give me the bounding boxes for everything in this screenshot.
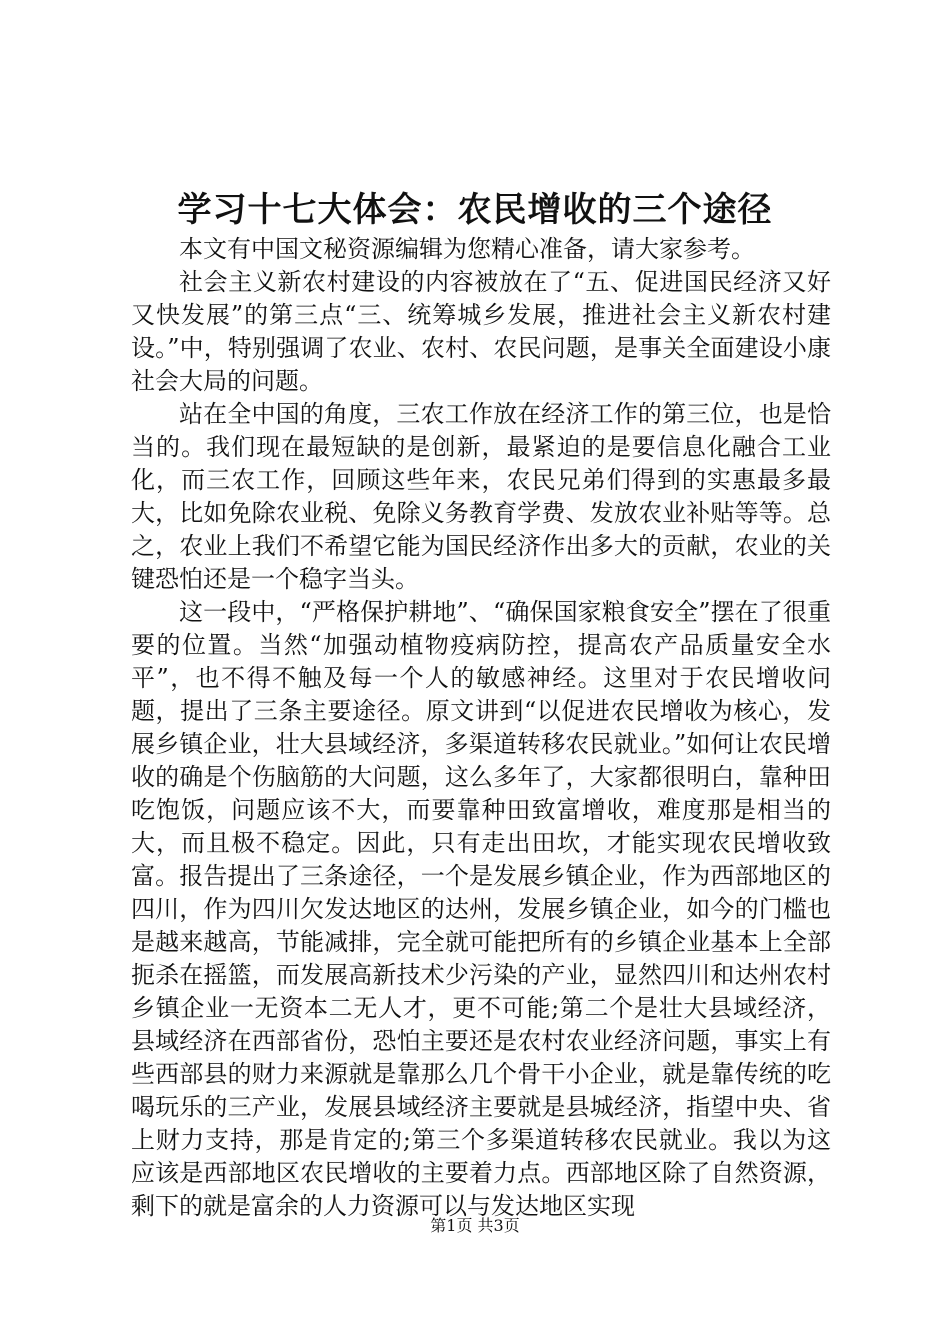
paragraph-2: 站在全中国的角度，三农工作放在经济工作的第三位，也是恰当的。我们现在最短缺的是创新，最紧迫的是要信息化融合工业化，而三农工作，回顾这些年来，农民兄弟们得到的实惠最多最大，比如免除农业税、免除义务教育学费、发放农业补贴等等。总之，农业上我们不希望它能为国民经济作出多大的贡献，农业的关键恐怕还是一个稳字当头。 (131, 400, 831, 593)
paragraph-3: 这一段中，“严格保护耕地”、“确保国家粮食安全”摆在了很重要的位置。当然“加强动植物疫病防控，提高农产品质量安全水平”，也不得不触及每一个人的敏感神经。这里对于农民增收问题，提出了三条主要途径。原文讲到“以促进农民增收为核心，发展乡镇企业，壮大县域经济，多渠道转移农民就业。”如何让农民增收的确是个伤脑筋的大问题，这么多年了，大家都很明白，靠种田吃饱饭，问题应该不大，而要靠种田致富增收，难度那是相当的大，而且极不稳定。因此，只有走出田坎，才能实现农民增收致富。报告提出了三条途径，一个是发展乡镇企业，作为西部地区的四川，作为四川欠发达地区的达州，发展乡镇企业，如今的门槛也是越来越高，节能减排，完全就可能把所有的乡镇企业基本上全部扼杀在摇篮，而发展高新技术少污染的产业，显然四川和达州农村乡镇企业一无资本二无人才，更不可能;第二个是壮大县域经济，县域经济在西部省份，恐怕主要还是农村农业经济问题，事实上有些西部县的财力来源就是靠那么几个骨干小企业，就是靠传统的吃喝玩乐的三产业，发展县域经济主要就是县城经济，指望中央、省上财力支持，那是肯定的;第三个多渠道转移农民就业。我以为这应该是西部地区农民增收的主要着力点。西部地区除了自然资源，剩下的就是富余的人力资源可以与发达地区实现 (131, 598, 831, 1220)
document-title: 学习十七大体会：农民增收的三个途径 (177, 190, 773, 230)
paragraph-1: 社会主义新农村建设的内容被放在了“五、促进国民经济又好又快发展”的第三点“三、统筹城乡发展，推进社会主义新农村建设。”中，特别强调了农业、农村、农民问题，是事关全面建设小康社会大局的问题。 (131, 268, 831, 395)
paragraph-intro: 本文有中国文秘资源编辑为您精心准备，请大家参考。 (179, 235, 755, 263)
document-body (131, 233, 831, 1223)
page-number-footer: 第1页 共3页 (430, 1216, 520, 1235)
